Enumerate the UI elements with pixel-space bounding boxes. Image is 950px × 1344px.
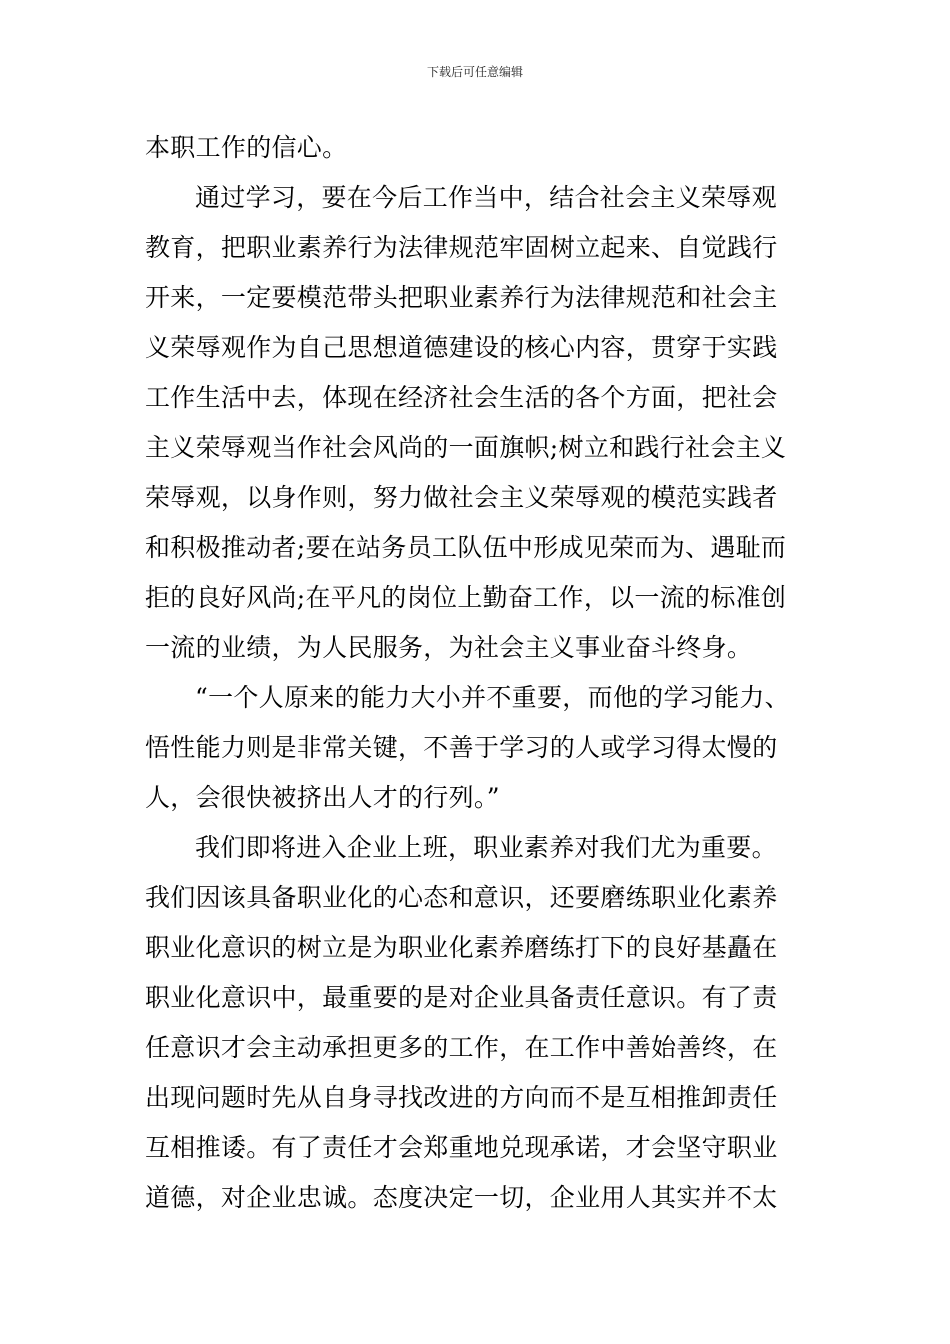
- text-line: 悟性能力则是非常关键，不善于学习的人或学习得太慢的: [145, 733, 778, 762]
- text-line: 和积极推动者;要在站务员工队伍中形成见荣而为、遇耻而: [145, 533, 787, 562]
- text-line: 拒的良好风尚;在平凡的岗位上勤奋工作，以一流的标准创: [145, 583, 787, 612]
- text-line: 工作生活中去，体现在经济社会生活的各个方面，把社会: [145, 383, 778, 412]
- text-line: 我们因该具备职业化的心态和意识，还要磨练职业化素养: [145, 883, 778, 912]
- text-line: 本职工作的信心。: [145, 133, 348, 162]
- text-line: 道德，对企业忠诚。态度决定一切，企业用人其实并不太: [145, 1183, 778, 1212]
- text-line: 一流的业绩，为人民服务，为社会主义事业奋斗终身。: [145, 633, 753, 662]
- text-line: 通过学习，要在今后工作当中，结合社会主义荣辱观: [195, 183, 777, 212]
- document-body: [145, 123, 825, 1223]
- text-line: “一个人原来的能力大小并不重要，而他的学习能力、: [195, 683, 790, 712]
- text-line: 出现问题时先从自身寻找改进的方向而不是互相推卸责任: [145, 1083, 778, 1112]
- page-header: 下载后可任意编辑: [426, 65, 523, 79]
- text-line: 人，会很快被挤出人才的行列。”: [145, 783, 500, 812]
- text-line: 职业化意识中，最重要的是对企业具备责任意识。有了责: [145, 983, 778, 1012]
- text-line: 职业化意识的树立是为职业化素养磨练打下的良好基矗在: [145, 933, 778, 962]
- text-line: 我们即将进入企业上班，职业素养对我们尤为重要。: [195, 833, 777, 862]
- text-line: 教育，把职业素养行为法律规范牢固树立起来、自觉践行: [145, 233, 778, 262]
- text-line: 荣辱观，以身作则，努力做社会主义荣辱观的模范实践者: [145, 483, 778, 512]
- text-line: 开来，一定要模范带头把职业素养行为法律规范和社会主: [145, 283, 778, 312]
- text-line: 互相推诿。有了责任才会郑重地兑现承诺，才会坚守职业: [145, 1133, 778, 1162]
- text-line: 任意识才会主动承担更多的工作，在工作中善始善终，在: [145, 1033, 778, 1062]
- text-line: 主义荣辱观当作社会风尚的一面旗帜;树立和践行社会主义: [145, 433, 787, 462]
- text-line: 义荣辱观作为自己思想道德建设的核心内容，贯穿于实践: [145, 333, 778, 362]
